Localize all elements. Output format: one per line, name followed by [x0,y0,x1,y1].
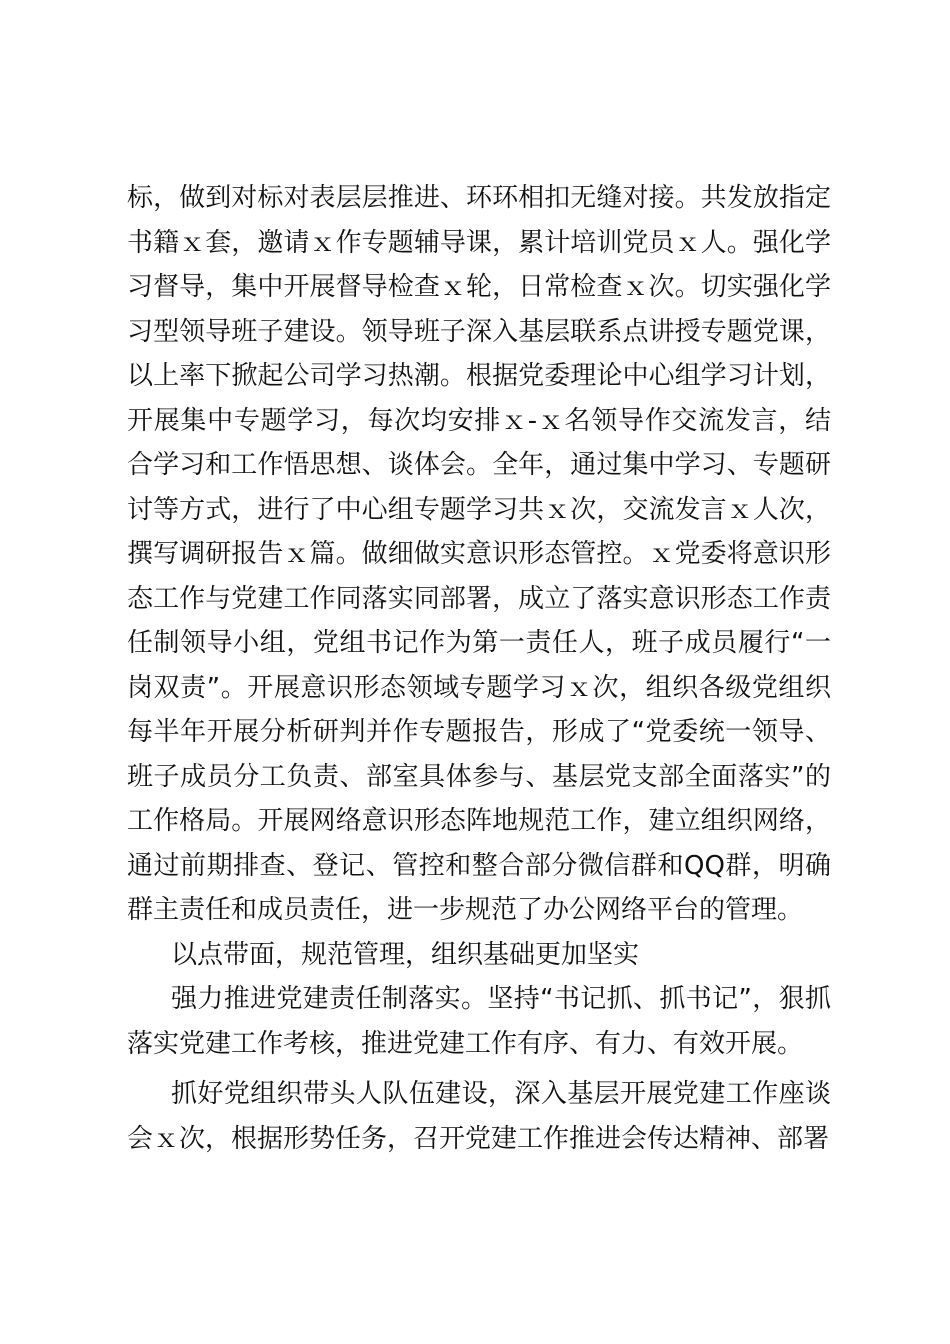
body-paragraph-1: 标，做到对标对表层层推进、环环相扣无缝对接。共发放指定书籍ｘ套，邀请ｘ作专题辅导课，累计培训党员ｘ人。强化学习督导，集中开展督导检查ｘ轮，日常检查ｘ次。切实强化学习型领导班子建设。领导班子深入基层联系点讲授专题党课，以上率下掀起公司学习热潮。根据党委理论中心组学习计划，开展集中专题学习，每次均安排ｘ-ｘ名领导作交流发言，结合学习和工作悟思想、谈体会。全年，通过集中学习、专题研讨等方式，进行了中心组专题学习共ｘ次，交流发言ｘ人次，撰写调研报告ｘ篇。做细做实意识形态管控。ｘ党委将意识形态工作与党建工作同落实同部署，成立了落实意识形态工作责任制领导小组，党组书记作为第一责任人，班子成员履行“一岗双责”。开展意识形态领域专题学习ｘ次，组织各级党组织每半年开展分析研判并作专题报告，形成了“党委统一领导、班子成员分工负责、部室具体参与、基层党支部全面落实”的工作格局。开展网络意识形态阵地规范工作，建立组织网络，通过前期排查、登记、管控和整合部分微信群和QQ群，明确群主责任和成员责任，进一步规范了办公网络平台的管理。 [127,183,831,925]
section-heading: 以点带面，规范管理，组织基础更加坚实 [171,939,640,970]
body-paragraph-3: 抓好党组织带头人队伍建设，深入基层开展党建工作座谈会ｘ次，根据形势任务，召开党建工作推进会传达精神、部署 [127,1079,831,1154]
body-paragraph-2: 强力推进党建责任制落实。坚持“书记抓、抓书记”，狠抓落实党建工作考核，推进党建工作有序、有力、有效开展。 [127,984,831,1059]
document-body [127,176,831,1161]
